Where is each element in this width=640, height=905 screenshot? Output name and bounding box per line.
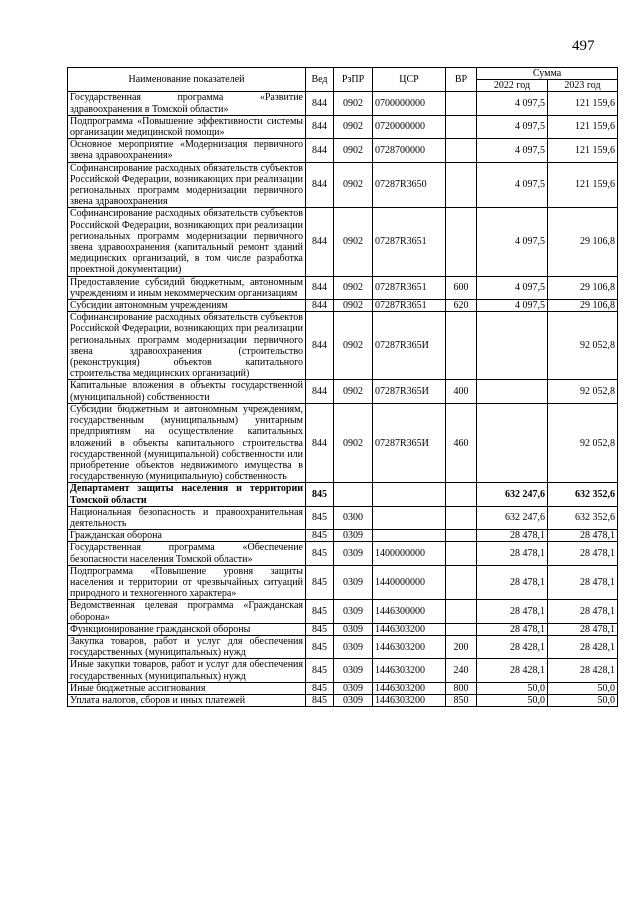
row-name-cell: Государственная программа «Обеспечение безопасности населения Томской области»: [68, 542, 306, 565]
row-csr-cell: 07287R3651: [373, 300, 446, 312]
row-2023-cell: 121 159,6: [548, 115, 618, 138]
row-rzpr-cell: 0902: [334, 403, 373, 482]
row-csr-cell: [373, 506, 446, 529]
row-2023-cell: 50,0: [548, 694, 618, 706]
header-csr: ЦСР: [373, 68, 446, 92]
row-2023-cell: 632 352,6: [548, 506, 618, 529]
row-2022-cell: 28 478,1: [477, 600, 548, 623]
row-rzpr-cell: 0309: [334, 635, 373, 658]
row-2022-cell: [477, 380, 548, 403]
row-rzpr-cell: [334, 483, 373, 506]
row-2022-cell: 4 097,5: [477, 162, 548, 208]
row-vr-cell: [446, 542, 477, 565]
row-vr-cell: [446, 162, 477, 208]
row-vr-cell: 400: [446, 380, 477, 403]
row-vr-cell: [446, 600, 477, 623]
table-row: [68, 380, 618, 403]
row-rzpr-cell: 0902: [334, 115, 373, 138]
row-ved-cell: 844: [306, 380, 334, 403]
row-ved-cell: 844: [306, 300, 334, 312]
table-row: [68, 682, 618, 694]
table-row: [68, 208, 618, 276]
row-ved-cell: 845: [306, 635, 334, 658]
row-2023-cell: 28 428,1: [548, 659, 618, 682]
row-vr-cell: [446, 530, 477, 542]
row-rzpr-cell: 0309: [334, 600, 373, 623]
row-vr-cell: [446, 139, 477, 162]
row-ved-cell: 845: [306, 623, 334, 635]
row-csr-cell: 07287R3650: [373, 162, 446, 208]
row-name-cell: Национальная безопасность и правоохранительная деятельность: [68, 506, 306, 529]
row-2022-cell: 28 478,1: [477, 565, 548, 600]
row-vr-cell: 620: [446, 300, 477, 312]
row-rzpr-cell: 0902: [334, 208, 373, 276]
row-name-cell: Уплата налогов, сборов и иных платежей: [68, 694, 306, 706]
row-2023-cell: 92 052,8: [548, 380, 618, 403]
row-csr-cell: 0700000000: [373, 92, 446, 115]
row-rzpr-cell: 0309: [334, 542, 373, 565]
row-csr-cell: 07287R365И: [373, 403, 446, 482]
row-csr-cell: 07287R365И: [373, 380, 446, 403]
header-rzpr: РзПР: [334, 68, 373, 92]
row-ved-cell: 844: [306, 162, 334, 208]
row-csr-cell: 1440000000: [373, 565, 446, 600]
row-2022-cell: 632 247,6: [477, 506, 548, 529]
row-vr-cell: [446, 208, 477, 276]
table-row: [68, 276, 618, 299]
row-rzpr-cell: 0309: [334, 530, 373, 542]
row-2023-cell: 92 052,8: [548, 312, 618, 380]
row-name-cell: Иные закупки товаров, работ и услуг для обеспечения государственных (муниципальных) нужд: [68, 659, 306, 682]
row-2023-cell: 28 478,1: [548, 542, 618, 565]
row-vr-cell: 460: [446, 403, 477, 482]
row-name-cell: Закупка товаров, работ и услуг для обеспечения государственных (муниципальных) нужд: [68, 635, 306, 658]
row-name-cell: Иные бюджетные ассигнования: [68, 682, 306, 694]
row-csr-cell: 07287R3651: [373, 208, 446, 276]
row-ved-cell: 845: [306, 506, 334, 529]
row-csr-cell: 1446303200: [373, 682, 446, 694]
header-sum: Сумма: [477, 68, 618, 80]
row-2022-cell: 4 097,5: [477, 208, 548, 276]
row-2023-cell: 28 478,1: [548, 600, 618, 623]
row-csr-cell: [373, 483, 446, 506]
row-ved-cell: 845: [306, 659, 334, 682]
row-rzpr-cell: 0902: [334, 162, 373, 208]
row-name-cell: Субсидии бюджетным и автономным учреждениям, государственным (муниципальным) унитарным предприятиям на осуществление капитальных вложений в объекты капитального строительства государственной (муниципальной) собственности или приобретение объектов недвижимого имущества в государственную (муниципальную) собственность: [68, 403, 306, 482]
row-name-cell: Функционирование гражданской обороны: [68, 623, 306, 635]
budget-table: [67, 67, 618, 707]
row-2023-cell: 121 159,6: [548, 139, 618, 162]
row-vr-cell: [446, 506, 477, 529]
table-row: [68, 115, 618, 138]
row-name-cell: Софинансирование расходных обязательств субъектов Российской Федерации, возникающих при реализации региональных программ модернизации первичного звена здравоохранения: [68, 162, 306, 208]
row-vr-cell: 850: [446, 694, 477, 706]
row-rzpr-cell: 0902: [334, 380, 373, 403]
row-name-cell: Предоставление субсидий бюджетным, автономным учреждениям и иным некоммерческим организациям: [68, 276, 306, 299]
row-2022-cell: [477, 403, 548, 482]
row-ved-cell: 844: [306, 403, 334, 482]
table-body: [68, 92, 618, 707]
row-name-cell: Подпрограмма «Повышение уровня защиты населения и территории от чрезвычайных ситуаций природного и техногенного характера»: [68, 565, 306, 600]
row-csr-cell: 1400000000: [373, 542, 446, 565]
row-csr-cell: 1446303200: [373, 623, 446, 635]
row-name-cell: Софинансирование расходных обязательств субъектов Российской Федерации, возникающих при реализации региональных программ модернизации первичного звена здравоохранения (строительство (реконструкция) объектов капитального строительства медицинских организаций): [68, 312, 306, 380]
row-ved-cell: 845: [306, 565, 334, 600]
row-2022-cell: 28 428,1: [477, 659, 548, 682]
row-2023-cell: 632 352,6: [548, 483, 618, 506]
row-2022-cell: 28 478,1: [477, 623, 548, 635]
row-rzpr-cell: 0309: [334, 659, 373, 682]
table-row: [68, 162, 618, 208]
row-name-cell: Капитальные вложения в объекты государственной (муниципальной) собственности: [68, 380, 306, 403]
row-rzpr-cell: 0902: [334, 312, 373, 380]
row-name-cell: Гражданская оборона: [68, 530, 306, 542]
row-rzpr-cell: 0309: [334, 565, 373, 600]
row-csr-cell: 1446303200: [373, 635, 446, 658]
header-year-2022: 2022 год: [477, 80, 548, 92]
row-vr-cell: 200: [446, 635, 477, 658]
table-row: [68, 483, 618, 506]
table-row: [68, 565, 618, 600]
row-csr-cell: 07287R365И: [373, 312, 446, 380]
row-rzpr-cell: 0902: [334, 300, 373, 312]
row-rzpr-cell: 0309: [334, 694, 373, 706]
row-2022-cell: 4 097,5: [477, 276, 548, 299]
row-2022-cell: 50,0: [477, 694, 548, 706]
table-row: [68, 530, 618, 542]
table-row: [68, 506, 618, 529]
row-2022-cell: [477, 312, 548, 380]
row-ved-cell: 844: [306, 115, 334, 138]
row-rzpr-cell: 0300: [334, 506, 373, 529]
table-row: [68, 542, 618, 565]
table-row: [68, 300, 618, 312]
row-2023-cell: 28 478,1: [548, 530, 618, 542]
row-ved-cell: 844: [306, 276, 334, 299]
row-vr-cell: [446, 623, 477, 635]
row-csr-cell: 0728700000: [373, 139, 446, 162]
row-rzpr-cell: 0902: [334, 276, 373, 299]
row-2022-cell: 28 478,1: [477, 542, 548, 565]
row-ved-cell: 844: [306, 92, 334, 115]
row-2023-cell: 28 428,1: [548, 635, 618, 658]
row-rzpr-cell: 0309: [334, 682, 373, 694]
row-name-cell: Основное мероприятие «Модернизация первичного звена здравоохранения»: [68, 139, 306, 162]
row-csr-cell: 0720000000: [373, 115, 446, 138]
table-row: [68, 403, 618, 482]
row-2023-cell: 28 478,1: [548, 565, 618, 600]
row-vr-cell: [446, 483, 477, 506]
row-name-cell: Субсидии автономным учреждениям: [68, 300, 306, 312]
row-name-cell: Государственная программа «Развитие здравоохранения в Томской области»: [68, 92, 306, 115]
row-name-cell: Подпрограмма «Повышение эффективности системы организации медицинской помощи»: [68, 115, 306, 138]
row-rzpr-cell: 0902: [334, 139, 373, 162]
table-row: [68, 694, 618, 706]
row-name-cell: Софинансирование расходных обязательств субъектов Российской Федерации, возникающих при реализации региональных программ модернизации первичного звена здравоохранения (капитальный ремонт зданий медицинских организаций, в том числе разработка проектной документации): [68, 208, 306, 276]
row-2022-cell: 28 428,1: [477, 635, 548, 658]
row-2022-cell: 4 097,5: [477, 115, 548, 138]
row-2023-cell: 29 106,8: [548, 300, 618, 312]
header-year-2023: 2023 год: [548, 80, 618, 92]
table-row: [68, 659, 618, 682]
row-2022-cell: 4 097,5: [477, 92, 548, 115]
row-rzpr-cell: 0902: [334, 92, 373, 115]
row-2023-cell: 28 478,1: [548, 623, 618, 635]
row-rzpr-cell: 0309: [334, 623, 373, 635]
row-2022-cell: 4 097,5: [477, 300, 548, 312]
row-name-cell: Департамент защиты населения и территории Томской области: [68, 483, 306, 506]
header-vr: ВР: [446, 68, 477, 92]
table-row: [68, 139, 618, 162]
row-csr-cell: [373, 530, 446, 542]
row-ved-cell: 845: [306, 483, 334, 506]
row-ved-cell: 844: [306, 208, 334, 276]
row-2023-cell: 121 159,6: [548, 92, 618, 115]
row-ved-cell: 845: [306, 600, 334, 623]
row-csr-cell: 07287R3651: [373, 276, 446, 299]
row-2023-cell: 92 052,8: [548, 403, 618, 482]
row-name-cell: Ведомственная целевая программа «Гражданская оборона»: [68, 600, 306, 623]
row-ved-cell: 845: [306, 694, 334, 706]
row-ved-cell: 844: [306, 312, 334, 380]
row-csr-cell: 1446300000: [373, 600, 446, 623]
row-vr-cell: [446, 312, 477, 380]
header-name: Наименование показателей: [68, 68, 306, 92]
row-vr-cell: [446, 92, 477, 115]
row-2022-cell: 4 097,5: [477, 139, 548, 162]
row-csr-cell: 1446303200: [373, 659, 446, 682]
page-number: 497: [572, 38, 595, 54]
table-row: [68, 92, 618, 115]
row-2022-cell: 28 478,1: [477, 530, 548, 542]
row-vr-cell: 800: [446, 682, 477, 694]
row-vr-cell: 600: [446, 276, 477, 299]
table-row: [68, 312, 618, 380]
row-2022-cell: 632 247,6: [477, 483, 548, 506]
row-2022-cell: 50,0: [477, 682, 548, 694]
row-ved-cell: 845: [306, 682, 334, 694]
row-ved-cell: 845: [306, 530, 334, 542]
row-2023-cell: 29 106,8: [548, 276, 618, 299]
row-2023-cell: 121 159,6: [548, 162, 618, 208]
table-row: [68, 600, 618, 623]
row-vr-cell: [446, 565, 477, 600]
row-vr-cell: 240: [446, 659, 477, 682]
table-row: [68, 635, 618, 658]
row-ved-cell: 845: [306, 542, 334, 565]
row-ved-cell: 844: [306, 139, 334, 162]
table-row: [68, 623, 618, 635]
header-ved: Вед: [306, 68, 334, 92]
row-2023-cell: 29 106,8: [548, 208, 618, 276]
row-2023-cell: 50,0: [548, 682, 618, 694]
row-csr-cell: 1446303200: [373, 694, 446, 706]
row-vr-cell: [446, 115, 477, 138]
